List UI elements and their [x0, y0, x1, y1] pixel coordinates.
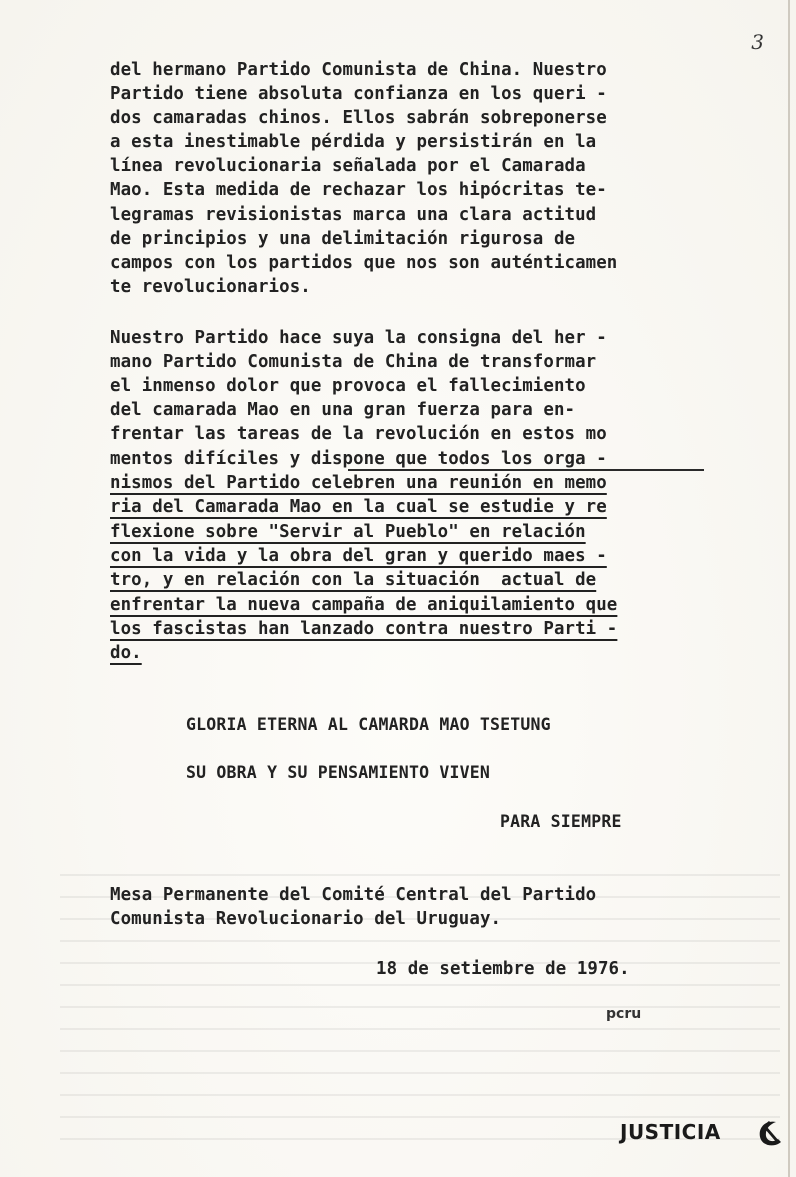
paragraph-2-line: el inmenso dolor que provoca el fallecimiento [110, 376, 586, 396]
paragraph-1-line: campos con los partidos que nos son auténticamen [110, 253, 618, 273]
paragraph-2-line: mano Partido Comunista de China de transformar [110, 352, 597, 372]
paragraph-1-line: del hermano Partido Comunista de China. Nuestro [110, 60, 607, 80]
underline-mark [348, 469, 704, 471]
paragraph-2-line: frentar las tareas de la revolución en estos mo [110, 424, 607, 444]
page-number: 3 [751, 30, 764, 54]
signature-date: 18 de setiembre de 1976. [376, 959, 630, 979]
masthead-title: JUSTICIA [620, 1120, 721, 1144]
paragraph-1-line: Mao. Esta medida de rechazar los hipócritas te- [110, 180, 607, 200]
paragraph-2-line-underlined: flexione sobre "Servir al Pueblo" en relación [110, 522, 586, 542]
paragraph-1-line: te revolucionarios. [110, 277, 311, 297]
hammer-sickle-icon [754, 1117, 786, 1147]
paragraph-2-line: del camarada Mao en una gran fuerza para en- [110, 400, 576, 420]
slogan-gloria: GLORIA ETERNA AL CAMARDA MAO TSETUNG [186, 715, 551, 734]
paragraph-1-line: a esta inestimable pérdida y persistirán en la [110, 132, 597, 152]
paragraph-1-line: de principios y una delimitación rigurosa de [110, 229, 576, 249]
paragraph-2-line-underlined: do. [110, 643, 142, 663]
signature-line: Comunista Revolucionario del Uruguay. [110, 909, 502, 929]
paragraph-1-line: legramas revisionistas marca una clara actitud [110, 205, 597, 225]
paragraph-2-line-underlined: los fascistas han lanzado contra nuestro Parti - [110, 619, 618, 639]
paragraph-1-line: Partido tiene absoluta confianza en los queri - [110, 84, 607, 104]
page-edge [788, 0, 790, 1177]
slogan-obra: SU OBRA Y SU PENSAMIENTO VIVEN [186, 763, 491, 782]
signature-initials: pcru [606, 1006, 642, 1022]
signature-line: Mesa Permanente del Comité Central del Partido [110, 885, 597, 905]
slogan-siempre: PARA SIEMPRE [500, 812, 622, 831]
paragraph-2-line-underlined: enfrentar la nueva campaña de aniquilamiento que [110, 595, 618, 615]
paragraph-2-line-underlined: tro, y en relación con la situación actual de [110, 570, 597, 590]
paragraph-2-line-underlined: con la vida y la obra del gran y querido maes - [110, 546, 607, 566]
paragraph-2-line-underlined: nismos del Partido celebren una reunión en memo [110, 473, 607, 493]
paragraph-1-line: dos camaradas chinos. Ellos sabrán sobreponerse [110, 108, 607, 128]
paragraph-2-line-underlined: ria del Camarada Mao en la cual se estudie y re [110, 497, 607, 517]
paragraph-2-line: mentos difíciles y dispone que todos los orga - [110, 449, 607, 469]
paragraph-1-line: línea revolucionaria señalada por el Camarada [110, 156, 586, 176]
paragraph-2-line: Nuestro Partido hace suya la consigna del her - [110, 328, 607, 348]
